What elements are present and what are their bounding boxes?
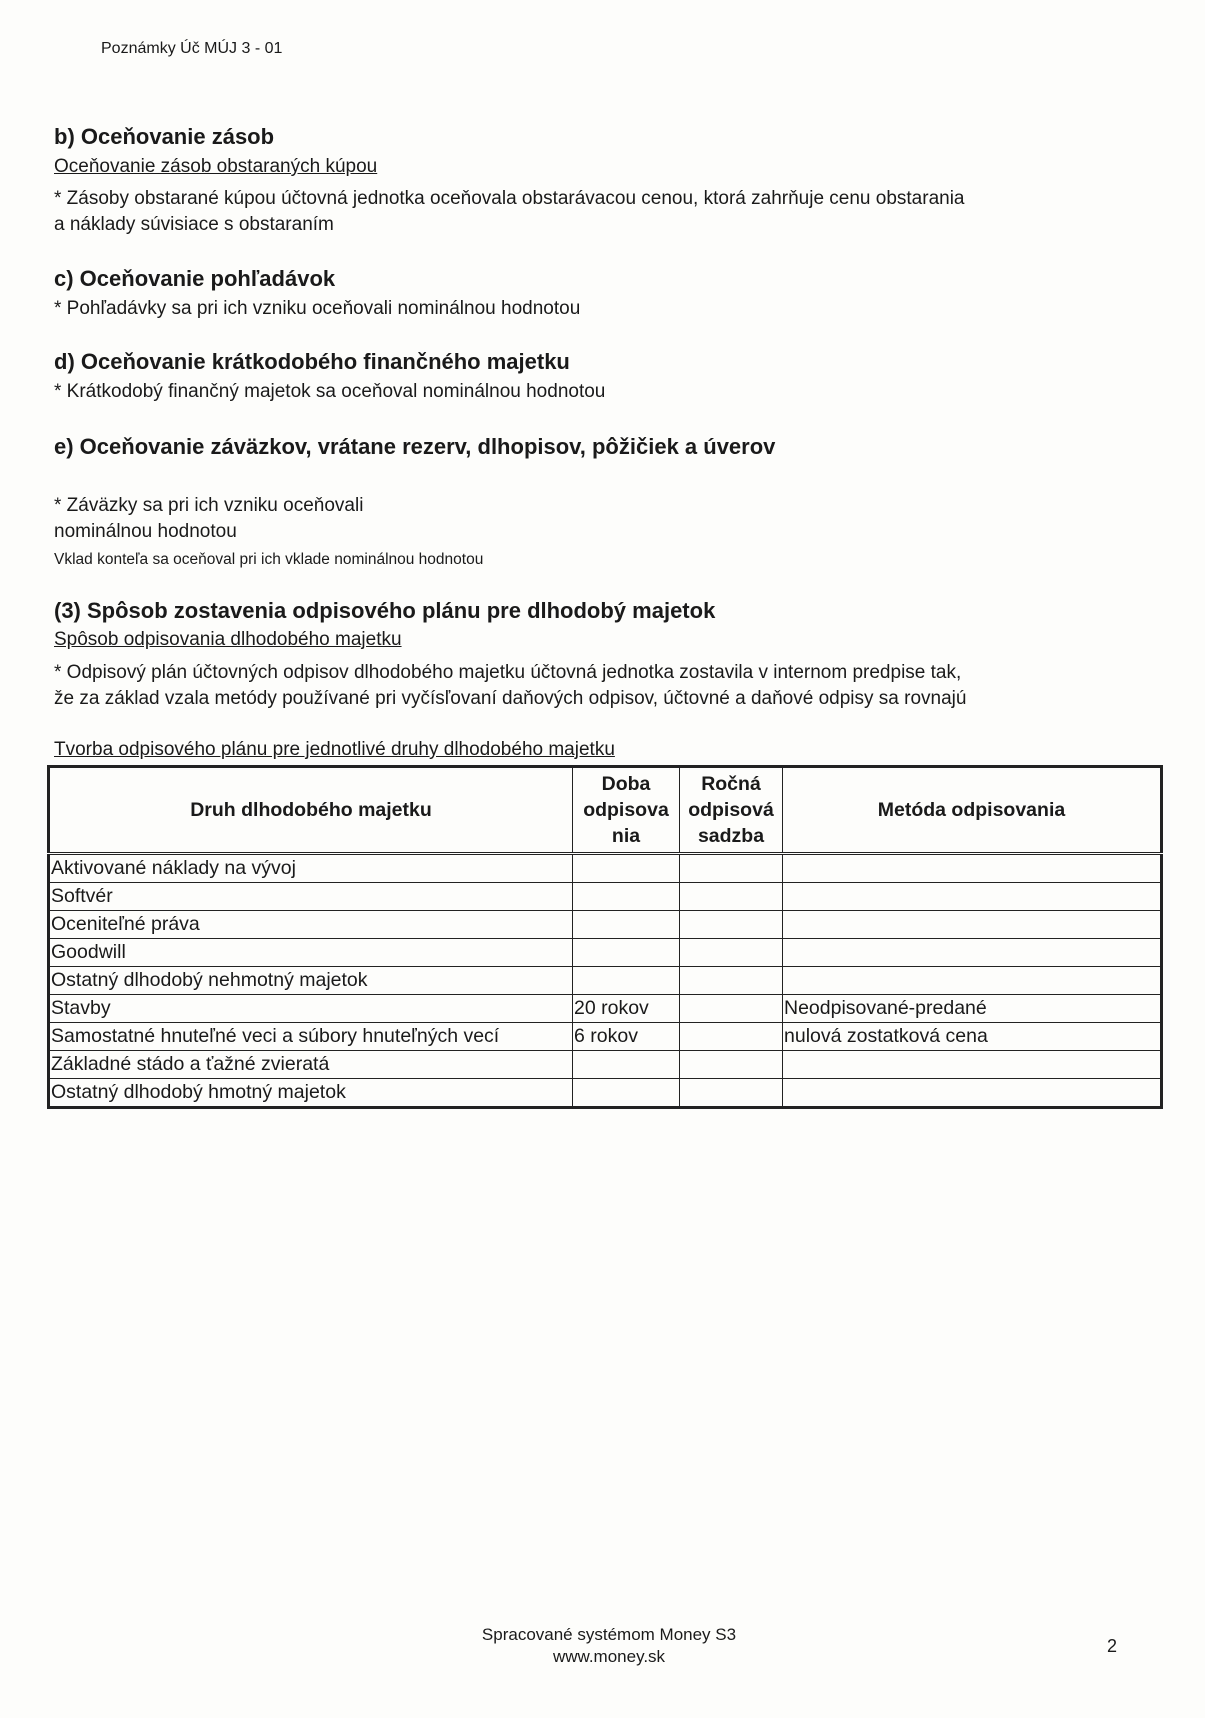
cell-asset-type: Goodwill (49, 939, 573, 967)
cell-rate (680, 967, 783, 995)
cell-rate (680, 854, 783, 883)
cell-method (783, 854, 1162, 883)
section-3-text-2: že za základ vzala metódy používané pri vyčísľovaní daňových odpisov, účtovné a daňové odpisy sa rovnajú (54, 688, 967, 709)
cell-method (783, 911, 1162, 939)
section-c-text: * Pohľadávky sa pri ich vzniku oceňovali nominálnou hodnotou (54, 298, 581, 319)
table-row (49, 883, 1162, 911)
section-c-title: c) Oceňovanie pohľadávok (54, 266, 336, 291)
cell-asset-type: Stavby (49, 995, 573, 1023)
section-e-text-2: nominálnou hodnotou (54, 521, 237, 542)
footer-url: www.money.sk (552, 1647, 666, 1666)
section-d-text: * Krátkodobý finančný majetok sa oceňoval nominálnou hodnotou (54, 381, 606, 402)
cell-method (783, 967, 1162, 995)
table-row (49, 854, 1162, 883)
table-row (49, 1079, 1162, 1108)
cell-asset-type: Samostatné hnuteľné veci a súbory hnuteľných vecí (49, 1023, 573, 1051)
depreciation-table (47, 765, 1163, 1109)
section-e-text-3: Vklad konteľa sa oceňoval pri ich vklade nominálnou hodnotou (54, 551, 484, 568)
cell-method: nulová zostatková cena (783, 1023, 1162, 1051)
section-d-title: d) Oceňovanie krátkodobého finančného majetku (54, 349, 570, 374)
table-row (49, 911, 1162, 939)
cell-asset-type: Ostatný dlhodobý hmotný majetok (49, 1079, 573, 1108)
section-3-title: (3) Spôsob zostavenia odpisového plánu pre dlhodobý majetok (54, 598, 716, 623)
table-header-row (49, 767, 1162, 854)
table-row (49, 967, 1162, 995)
cell-method: Neodpisované-predané (783, 995, 1162, 1023)
cell-period (573, 1051, 680, 1079)
cell-asset-type: Základné stádo a ťažné zvieratá (49, 1051, 573, 1079)
cell-rate (680, 995, 783, 1023)
cell-period: 6 rokov (573, 1023, 680, 1051)
cell-rate (680, 1023, 783, 1051)
cell-rate (680, 911, 783, 939)
cell-period (573, 967, 680, 995)
cell-asset-type: Oceniteľné práva (49, 911, 573, 939)
cell-method (783, 939, 1162, 967)
cell-period (573, 911, 680, 939)
cell-period: 20 rokov (573, 995, 680, 1023)
section-b-text-2: a náklady súvisiace s obstaraním (54, 214, 334, 235)
cell-asset-type: Softvér (49, 883, 573, 911)
cell-rate (680, 1051, 783, 1079)
section-3-subtitle: Spôsob odpisovania dlhodobého majetku (54, 629, 402, 650)
cell-rate (680, 883, 783, 911)
cell-asset-type: Aktivované náklady na vývoj (49, 854, 573, 883)
section-e-title: e) Oceňovanie záväzkov, vrátane rezerv, dlhopisov, pôžičiek a úverov (54, 434, 776, 459)
footer-system: Spracované systémom Money S3 (481, 1625, 737, 1644)
cell-period (573, 939, 680, 967)
table-row (49, 995, 1162, 1023)
table-row (49, 1051, 1162, 1079)
cell-period (573, 883, 680, 911)
cell-period (573, 854, 680, 883)
footer (0, 1624, 1205, 1668)
section-b-title: b) Oceňovanie zásob (54, 124, 275, 149)
cell-asset-type: Ostatný dlhodobý nehmotný majetok (49, 967, 573, 995)
section-e-text-1: * Záväzky sa pri ich vzniku oceňovali (54, 495, 364, 516)
col-header-period: Doba odpisova nia (573, 767, 680, 854)
cell-method (783, 883, 1162, 911)
cell-rate (680, 1079, 783, 1108)
page-header: Poznámky Úč MÚJ 3 - 01 (101, 40, 283, 57)
cell-method (783, 1079, 1162, 1108)
page-number: 2 (1107, 1636, 1118, 1656)
section-b-text-1: * Zásoby obstarané kúpou účtovná jednotka oceňovala obstarávacou cenou, ktorá zahrňuje cenu obstarania (54, 188, 965, 209)
section-3-text-1: * Odpisový plán účtovných odpisov dlhodobého majetku účtovná jednotka zostavila v internom predpise tak, (54, 662, 962, 683)
table-caption: Tvorba odpisového plánu pre jednotlivé druhy dlhodobého majetku (54, 739, 615, 760)
col-header-method: Metóda odpisovania (783, 767, 1162, 854)
table-row (49, 939, 1162, 967)
table-row (49, 1023, 1162, 1051)
cell-method (783, 1051, 1162, 1079)
col-header-rate: Ročná odpisová sadzba (680, 767, 783, 854)
cell-rate (680, 939, 783, 967)
col-header-asset-type: Druh dlhodobého majetku (49, 767, 573, 854)
section-b-subtitle: Oceňovanie zásob obstaraných kúpou (54, 156, 378, 177)
cell-period (573, 1079, 680, 1108)
